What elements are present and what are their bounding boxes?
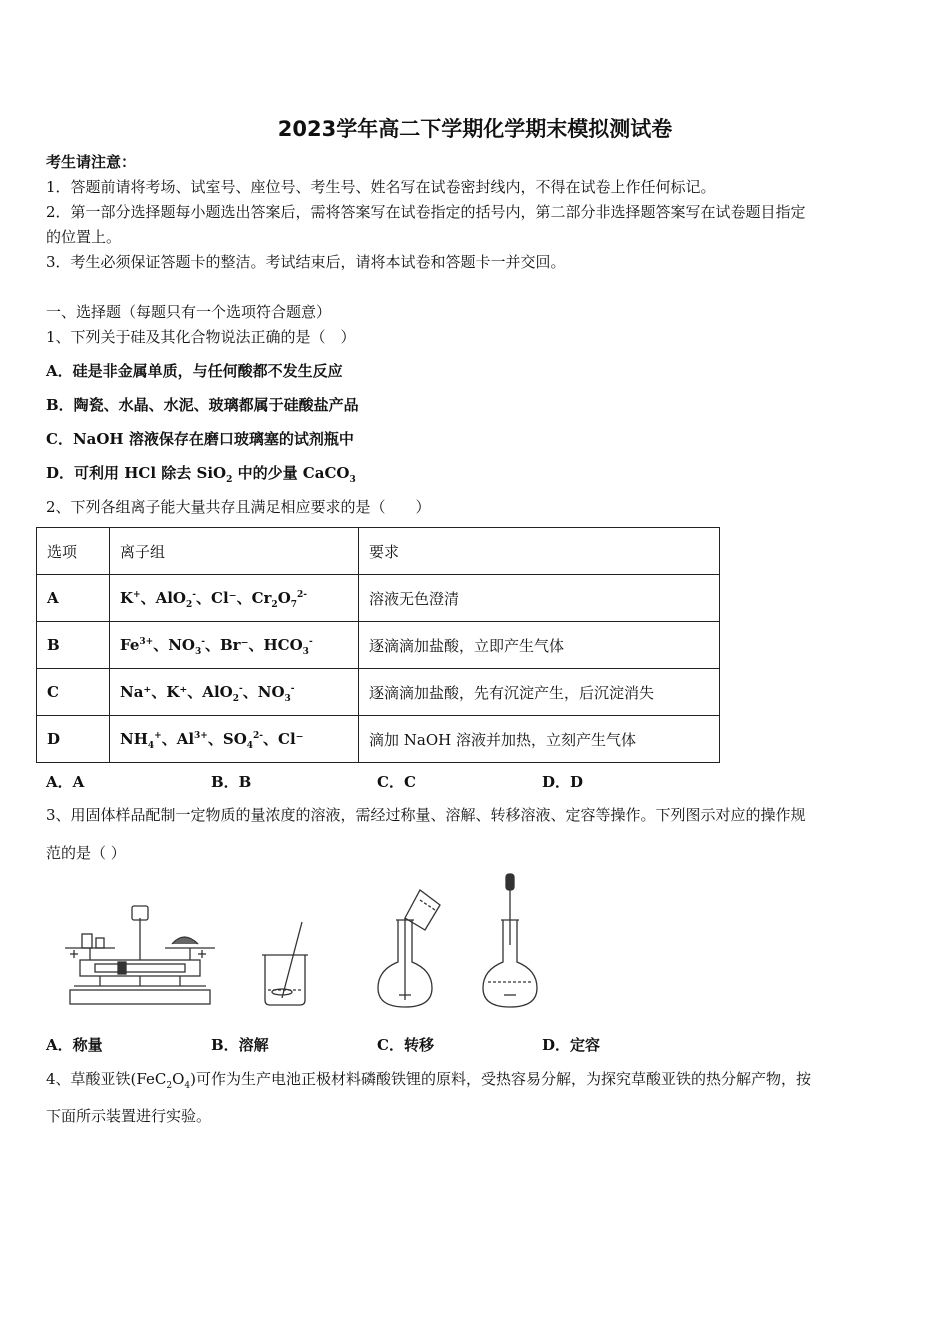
row-ions: $NH_4^+$、$Al^{3+}$、$SO_4^{2-}$、Cl⁻ — [110, 716, 359, 763]
row-requirement: 逐滴滴加盐酸，立即产生气体 — [359, 622, 720, 669]
row-option: B — [37, 622, 110, 669]
q3-choice-c: C．转移 — [377, 1036, 434, 1054]
volumetric-flask-figure — [483, 874, 537, 1007]
beaker-figure — [262, 922, 308, 1005]
row-ions: Na⁺、K⁺、AlO$_2$-、$NO_3^-$ — [110, 669, 359, 716]
q1-option-b: B．陶瓷、水晶、水泥、玻璃都属于硅酸盐产品 — [46, 396, 359, 414]
q3-choice-d: D．定容 — [542, 1036, 601, 1054]
q2-choice-d: D．D — [542, 773, 584, 791]
transfer-figure — [378, 890, 440, 1007]
q3-choice-a: A．称量 — [46, 1036, 103, 1054]
notice-heading: 考生请注意： — [46, 153, 137, 171]
header-option: 选项 — [37, 528, 110, 575]
q1-option-c: C．NaOH 溶液保存在磨口玻璃塞的试剂瓶中 — [46, 430, 354, 448]
q2-table — [36, 527, 720, 763]
q2-choice-c: C．C — [377, 773, 416, 791]
row-requirement: 逐滴滴加盐酸，先有沉淀产生，后沉淀消失 — [359, 669, 720, 716]
row-option: A — [37, 575, 110, 622]
row-ions: K+、AlO$_2$-、Cl⁻、$Cr_2O_7^{2-}$ — [110, 575, 359, 622]
table-row — [37, 622, 720, 669]
row-option: C — [37, 669, 110, 716]
page-title: 2023学年高二下学期化学期末模拟测试卷 — [277, 117, 673, 141]
q3-choices — [46, 1034, 746, 1054]
q3-figures — [60, 870, 880, 1019]
header-ions: 离子组 — [110, 528, 359, 575]
notice-item-2: 2．第一部分选择题每小题选出答案后，需将答案写在试卷指定的括号内，第二部分非选择题答案写在试卷题目指定 — [46, 203, 806, 221]
notice-item-1: 1．答题前请将考场、试室号、座位号、考生号、姓名写在试卷密封线内，不得在试卷上作任何标记。 — [46, 178, 716, 196]
q2-choices — [46, 771, 746, 791]
q3-figure-strip — [60, 870, 880, 1015]
q1-option-d: D．可利用 HCl 除去 SiO$_2$ 中的少量 CaCO$_3$ — [46, 464, 356, 485]
q2-choice-b: B．B — [211, 773, 252, 791]
header-requirement: 要求 — [359, 528, 720, 575]
q3-choice-b: B．溶解 — [211, 1036, 269, 1054]
row-requirement: 溶液无色澄清 — [359, 575, 720, 622]
section-heading: 一、选择题（每题只有一个选项符合题意） — [46, 303, 332, 321]
q4-stem-line2: 下面所示装置进行实验。 — [46, 1107, 212, 1125]
notice-item-2-cont: 的位置上。 — [46, 228, 122, 246]
q4-stem-line1: 4、草酸亚铁$(FeC_2O_4)$可作为生产电池正极材料磷酸铁锂的原料，受热容易分解，为探究草酸亚铁的热分解产物，按 — [46, 1070, 811, 1091]
q2-choice-a: A．A — [46, 773, 85, 791]
notice-item-3: 3．考生必须保证答题卡的整洁。考试结束后，请将本试卷和答题卡一并交回。 — [46, 253, 566, 271]
q1-option-a: A．硅是非金属单质，与任何酸都不发生反应 — [46, 362, 343, 380]
q1-stem: 1、下列关于硅及其化合物说法正确的是（ ） — [46, 328, 356, 346]
q3-stem-line1: 3、用固体样品配制一定物质的量浓度的溶液，需经过称量、溶解、转移溶液、定容等操作。下列图示对应的操作规 — [46, 806, 806, 824]
row-ions: $Fe^{3+}$、$NO_3^-$、Br⁻、$HCO_3^-$ — [110, 622, 359, 669]
row-option: D — [37, 716, 110, 763]
table-row — [37, 669, 720, 716]
table-row — [37, 716, 720, 763]
row-requirement: 滴加 NaOH 溶液并加热，立刻产生气体 — [359, 716, 720, 763]
balance-figure — [65, 906, 215, 1004]
table-row — [37, 575, 720, 622]
q2-stem: 2、下列各组离子能大量共存且满足相应要求的是（ ） — [46, 498, 431, 516]
table-header-row — [37, 528, 720, 575]
q3-stem-line2: 范的是（ ） — [46, 844, 126, 862]
